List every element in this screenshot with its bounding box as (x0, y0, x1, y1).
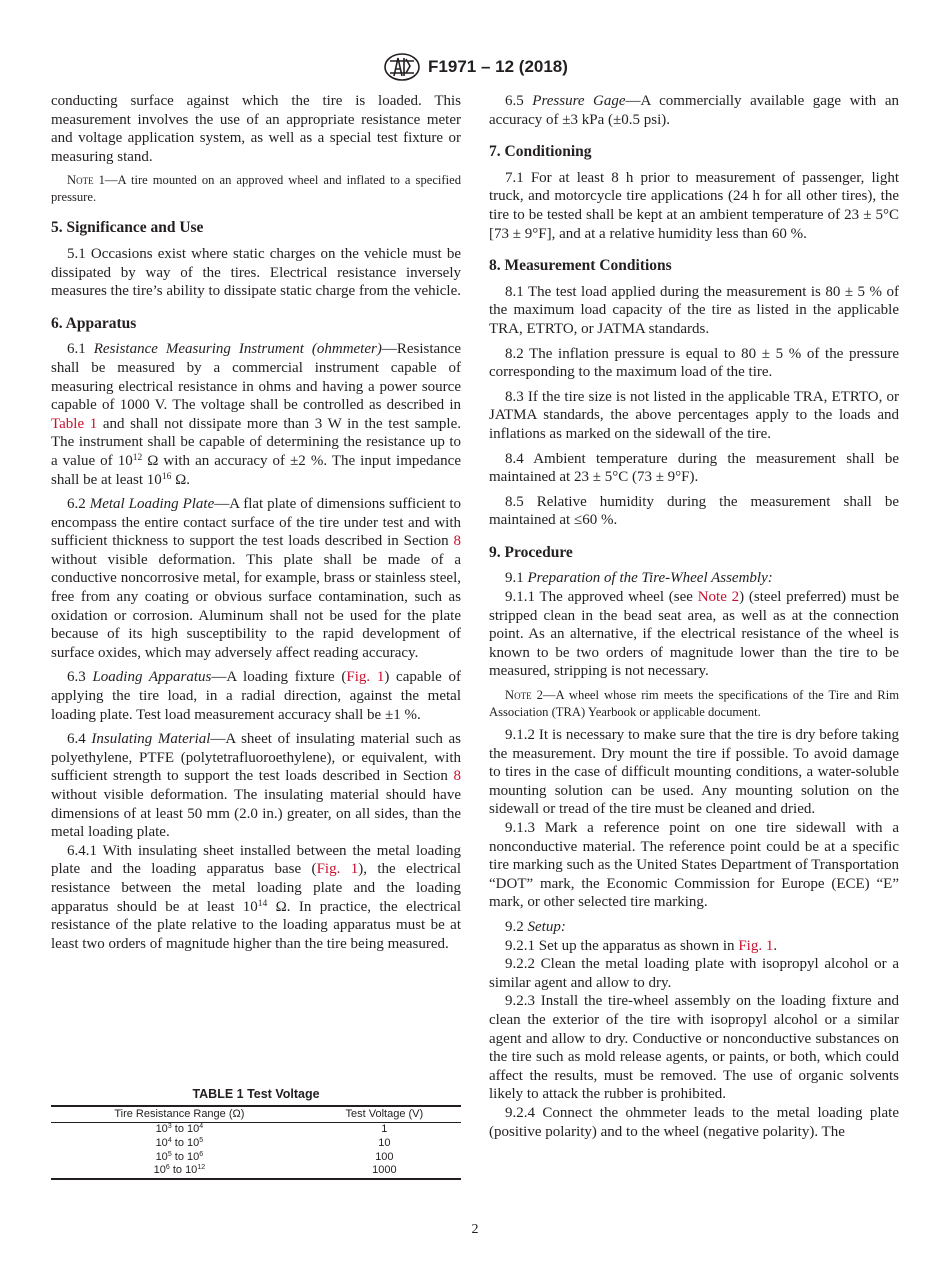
section-heading-8: 8. Measurement Conditions (489, 257, 672, 275)
note-2-link[interactable]: Note 2 (697, 589, 740, 606)
para-6-2 (51, 495, 461, 662)
text: —A flat plate of dimensions sufficient to encompass the entire contact surface of the tire under test and with sufficient thickness to support the test loads described in Section (51, 496, 461, 550)
table-header-row (51, 1106, 461, 1123)
text: without visible deformation. This plate shall be made of a conductive noncorrosive metal, for example, brass or stainless steel, free from any coating or obvious surface contamination, such as oxidation or corrosion. Aluminum shall not be used for the plate because of its high susceptibility to the rapid development of surface oxides, which may adversely affect reading accuracy. (51, 551, 461, 661)
column-header-range: Tire Resistance Range (Ω) (114, 1108, 245, 1120)
clause-title: Preparation of the Tire-Wheel Assembly: (527, 570, 773, 587)
clause-number: 9.2 (505, 918, 528, 935)
fig-1-link[interactable]: Fig. 1 (738, 937, 774, 954)
paragraph-continued: conducting surface against which the tire is loaded. This measurement involves the use of an appropriate resistance meter and voltage application system, as well as a special test fixture or measuring stand. (51, 93, 461, 165)
test-voltage-table (51, 1105, 461, 1180)
voltage-cell: 1 (381, 1123, 388, 1135)
text: and shall not dissipate more than 3 W in the test sample. The instrument shall be capable of determining the resistance up to a value of 10 (51, 415, 461, 469)
text: Ω. In practice, the electrical resistance of the plate relative to the loading apparatus must be at least two orders of magnitude higher than the tire being measured. (51, 898, 461, 952)
note-2 (489, 687, 899, 720)
para-8-4: 8.4 Ambient temperature during the measurement shall be maintained at 23 ± 5°C (73 ± 9°F). (489, 450, 899, 486)
range-cell: $10^5$ to $10^6$ (155, 1150, 204, 1163)
section-heading-6: 6. Apparatus (51, 314, 137, 332)
range-cell: $10^4$ to $10^5$ (155, 1136, 204, 1149)
fig-1-link[interactable]: Fig. 1 (316, 861, 359, 878)
para-9-1-3: 9.1.3 Mark a reference point on one tire sidewall with a nonconductive material. The reference point could be at a specific tire marking such as the United States Department of Transportation “DOT” mark, the Economic Commission for Europe (ECE) “E” mark, or other selected tire marking. (489, 820, 899, 911)
section-heading-9: 9. Procedure (489, 543, 573, 561)
clause-title: Resistance Measuring Instrument (ohmmeter) (93, 341, 382, 358)
para-9-1-1 (489, 588, 899, 681)
astm-logo-icon (382, 52, 422, 82)
note-text: 2—A wheel whose rim meets the specifications of the Tire and Rim Association (TRA) Yearbook or applicable document. (489, 688, 899, 719)
para-7-1: 7.1 For at least 8 h prior to measurement of passenger, light truck, and motorcycle tire applications (24 h for all other tires), the tire to be tested shall be kept at an ambient temperature of 23 ± 5°C [73 ± 9°F], and at a relative humidity less than 60 %. (489, 169, 899, 242)
table-caption: TABLE 1 Test Voltage (192, 1087, 320, 1101)
text: without visible deformation. The insulating material should have dimensions of at least 50 mm (2.0 in.) greater, on all sides, than the metal loading plate. (51, 787, 461, 841)
table-row (51, 1137, 461, 1151)
range-cell: $10^6$ to $10^{12}$ (51, 1164, 308, 1179)
para-5-1: 5.1 Occasions exist where static charges on the vehicle must be dissipated by way of the tires. Electrical resistance inversely measures the tire’s ability to dissipate static charge from the vehicle. (51, 245, 462, 300)
para-9-2-4: 9.2.4 Connect the ohmmeter leads to the metal loading plate (positive polarity) and to the wheel (negative polarity). The (489, 1104, 899, 1140)
note-label: Note (67, 173, 94, 188)
table-row (51, 1151, 461, 1165)
para-9-1-2: 9.1.2 It is necessary to make sure that the tire is dry before taking the measurement. Dry mount the tire if possible. To avoid damage to tires in the case of difficult mounting conditions, a water-soluble mounting solution can be used. Any mounting solution on the sidewall or tread of the tire must be cleaned and dried. (489, 727, 899, 818)
table-1-link[interactable]: Table 1 (51, 415, 98, 432)
exponent: 16 (161, 471, 172, 482)
table-row (51, 1123, 461, 1137)
fig-1-link[interactable]: Fig. 1 (346, 669, 385, 686)
voltage-cell: 1000 (308, 1164, 461, 1179)
exponent: 12 (132, 452, 143, 463)
text: —A loading fixture ( (211, 669, 347, 686)
para-9-1 (489, 569, 899, 588)
note-label: Note (505, 688, 532, 703)
para-6-3 (51, 668, 461, 724)
left-column (51, 92, 461, 959)
page-header (0, 52, 950, 87)
para-9-2-3: 9.2.3 Install the tire-wheel assembly on the loading fixture and clean the exterior of the tire with isopropyl alcohol or a similar agent and allow to dry. Conductive or nonconductive substances on the tire such as mold release agents, or paints, or both, which could affect the results, must be removed. The use of organic solvents likely to attack the rubber is prohibited. (489, 993, 899, 1103)
text: —A commercially available gage with an accuracy of ±3 kPa (±0.5 psi). (489, 93, 899, 128)
para-8-2: 8.2 The inflation pressure is equal to 80 ± 5 % of the pressure corresponding to the maximum load of the tire. (489, 345, 899, 381)
text: 9.1.1 The approved wheel (see (505, 589, 698, 606)
text: Ω. (171, 471, 190, 488)
clause-number: 6.5 (505, 93, 533, 109)
range-cell: $10^3$ to $10^4$ (155, 1123, 204, 1135)
voltage-cell: 10 (378, 1136, 391, 1149)
clause-title: Loading Apparatus (92, 669, 212, 686)
table-row (51, 1164, 461, 1179)
para-9-2-1 (489, 937, 899, 956)
clause-number: 6.2 (67, 496, 90, 513)
voltage-cell: 100 (375, 1150, 394, 1163)
clause-title: Metal Loading Plate (89, 496, 215, 513)
clause-number: 6.3 (67, 669, 93, 686)
text: ), the electrical resistance between the metal loading plate and the loading apparatus should be at least 10 (51, 861, 462, 915)
para-9-2 (489, 918, 899, 937)
text: Ω with an accuracy of ±2 %. The input impedance shall be at least 10 (51, 452, 461, 488)
clause-number: 9.1 (505, 570, 528, 587)
clause-number: 6.1 (67, 341, 94, 358)
section-heading-7: 7. Conditioning (489, 143, 592, 161)
text: —A sheet of insulating material such as polyethylene, PTFE (polytetrafluoroethylene), or equivalent, with sufficient strength to support the test loads described in Section (51, 731, 462, 785)
column-header-voltage: Test Voltage (V) (345, 1108, 424, 1120)
page-number: 2 (471, 1222, 479, 1237)
note-1 (51, 172, 461, 205)
para-8-3: 8.3 If the tire size is not listed in the applicable TRA, ETRTO, or JATMA standards, the above percentages apply to the loads and inflations as marked on the sidewall of the tire. (489, 388, 899, 442)
text: . (773, 937, 778, 954)
para-9-2-2: 9.2.2 Clean the metal loading plate with isopropyl alcohol or a similar agent and allow to dry. (489, 956, 899, 991)
section-8-link[interactable]: 8 (453, 768, 461, 785)
document-designation: F1971 – 12 (2018) (428, 57, 568, 76)
para-8-5: 8.5 Relative humidity during the measurement shall be maintained at ≤60 %. (489, 493, 899, 529)
clause-title: Setup: (527, 918, 566, 935)
para-6-5 (489, 92, 899, 129)
text: 9.2.1 Set up the apparatus as shown in (505, 937, 739, 954)
para-6-4 (51, 730, 461, 842)
text: 6.4.1 With insulating sheet installed between the metal loading plate and the loading apparatus base ( (51, 842, 461, 878)
section-8-link[interactable]: 8 (453, 533, 461, 550)
clause-title: Pressure Gage (532, 93, 626, 109)
note-text: 1—A tire mounted on an approved wheel and inflated to a specified pressure. (51, 173, 461, 204)
text: ) (steel preferred) must be stripped clean in the bead seat area, as well as at the connection point. As an alternative, if the electrical resistance of the wheel is known to be two orders of magnitude lower than the tire to be measured, stripping is not necessary. (489, 589, 899, 680)
para-6-1 (51, 340, 461, 489)
exponent: 14 (257, 898, 268, 909)
right-column (489, 92, 899, 1141)
para-8-1: 8.1 The test load applied during the measurement is 80 ± 5 % of the maximum load capacity of the tire as listed in the applicable TRA, ETRTO, or JATMA standards. (489, 283, 899, 337)
para-6-4-1 (51, 842, 461, 954)
clause-title: Insulating Material (91, 731, 211, 748)
text: —Resistance shall be measured by a commercial instrument capable of measuring electrical resistance in ohms and having a power source capable of 1000 V. The voltage shall be controlled as described in (51, 341, 461, 414)
text: ) capable of applying the tire load, in a radial direction, against the metal loading plate. Test load measurement accuracy shall be ±1 %. (51, 669, 462, 723)
table-1 (51, 1087, 461, 1180)
clause-number: 6.4 (67, 731, 92, 748)
section-heading-5: 5. Significance and Use (51, 219, 204, 237)
